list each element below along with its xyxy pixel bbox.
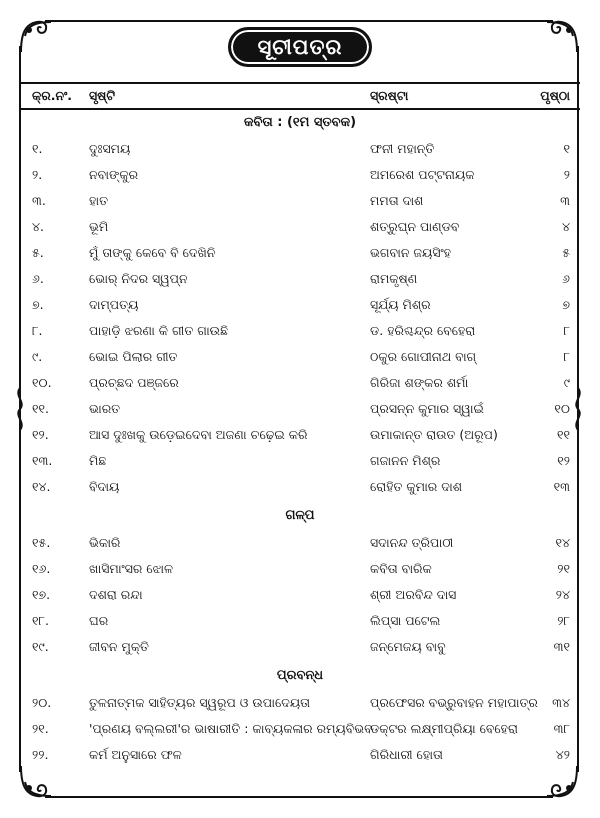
border-top-line — [45, 20, 553, 22]
header-number: କ୍ର.ନଂ. — [32, 88, 73, 103]
table-row: ୧୩. ମିଛ ଗଜାନନ ମିଶ୍ର ୧୨ — [32, 453, 570, 468]
table-row: ୧୫. ଭିକାରି ସଦାନନ୍ଦ ତ୍ରିପାଠୀ ୧୪ — [32, 535, 570, 550]
border-bottom-line — [45, 796, 553, 798]
section-heading-stories: ଗଳ୍ପ — [285, 508, 315, 523]
table-row: ୯. ଭୋଇ ପିଲାର ଗୀତ ଠକୁର ଗୋପୀନାଥ ବାଗ୍ ୮ — [32, 349, 570, 364]
contents-table — [20, 82, 580, 768]
table-row: ୨୧. 'ପ୍ରଣୟ ବଲ୍ଲରୀ'ର ଭାଷାରୀତି : କାବ୍ୟକଳାର ରମ୍ୟବିଭବ ଡକ୍ଟର ଲକ୍ଷ୍ମୀପ୍ରିୟା ବେହେରା ୩୮ — [32, 721, 570, 736]
table-row: ୧୨. ଆସ ଦୁଃଖକୁ ଉଡ଼େଇଦେବା ଅଜଣା ଚଢ଼େଇ କରି ଉମାକାନ୍ତ ରାଉତ (ଅରୂପ) ୧୧ — [32, 427, 570, 442]
corner-ornament-icon — [13, 764, 53, 804]
table-row: ୨୨. କର୍ମ ଅନୁସାରେ ଫଳ ଗିରିଧାରୀ ହୋତା ୪୨ — [32, 747, 570, 762]
table-row: ୧୦. ପ୍ରଚ୍ଛଦ ପଞ୍ଜରେ ଗିରିଜା ଶଙ୍କର ଶର୍ମା ୯ — [32, 375, 570, 390]
table-row: ୧୯. ଜୀବନ ମୁକ୍ତି ଜନ୍ମେଜୟ ବାବୁ ୩୧ — [32, 639, 570, 654]
table-row: ୨. ନବାଙ୍କୁର ଅମରେଶ ପଟ୍ଟନାୟକ ୨ — [32, 167, 570, 182]
page-title: ସୂଚୀପତ୍ର — [257, 34, 343, 59]
corner-ornament-icon — [13, 14, 53, 54]
corner-ornament-icon — [545, 14, 585, 54]
section-heading-poetry: କବିତା : (୧ମ ସ୍ତବକ) — [243, 115, 357, 130]
table-row: ୪. ଭୂମି ଶତ୍ରୁଘ୍ନ ପାଣ୍ଡବ ୪ — [32, 219, 570, 234]
table-row: ୧୬. ଖାସିମାଂସର ଝୋଳ କବିତା ବାରିକ ୨୧ — [32, 561, 570, 576]
table-row: ୫. ମୁଁ ତାଙ୍କୁ କେବେ ବି ଦେଖିନି ଭଗବାନ ଜୟସିଂହ ୫ — [32, 245, 570, 260]
table-row: ୧୭. ଦଶରା ରନ୍ଦା ଶ୍ରୀ ଅରବିନ୍ଦ ଦାସ ୨୪ — [32, 587, 570, 602]
header-page: ପୃଷ୍ଠା — [540, 88, 570, 103]
table-row: ୬. ଭୋର୍ ନିଦର ସ୍ୱପ୍ନ ରାମକୃଷ୍ଣ ୬ — [32, 271, 570, 286]
table-row: ୧୧. ଭାରତ ପ୍ରସନ୍ନ କୁମାର ସ୍ୱାଇଁ ୧୦ — [32, 401, 570, 416]
table-row: ୮. ପାହାଡ଼ି ଝରଣା କି ଗୀତ ଗାଉଛି ଡ. ହରିଶ୍ଚନ୍ଦ୍ର ବେହେରା ୮ — [32, 323, 570, 338]
section-heading-essays: ପ୍ରବନ୍ଧ — [276, 668, 324, 683]
table-header — [20, 82, 580, 110]
table-row: ୭. ଦାମ୍ପତ୍ୟ ସୂର୍ଯ୍ୟ ମିଶ୍ର ୭ — [32, 297, 570, 312]
page-title-badge — [228, 27, 372, 67]
corner-ornament-icon — [545, 764, 585, 804]
table-row: ୩. ହାତ ମମତା ଦାଶ ୩ — [32, 193, 570, 208]
table-row: ୨୦. ତୁଳନାତ୍ମକ ସାହିତ୍ୟର ସ୍ୱରୂପ ଓ ଉପାଦେୟତା ପ୍ରଫେସର ବଭ୍ରୁବାହନ ମହାପାତ୍ର ୩୪ — [32, 695, 570, 710]
header-author: ସ୍ରଷ୍ଟା — [370, 88, 409, 103]
table-row: ୧. ଦୁଃସମୟ ଫନୀ ମହାନ୍ତି ୧ — [32, 141, 570, 156]
header-work: ସୃଷ୍ଟି — [89, 88, 116, 103]
table-row: ୧୪. ବିଦାୟ ରୋହିତ କୁମାର ଦାଶ ୧୩ — [32, 479, 570, 494]
table-row: ୧୮. ଘର ଲିପ୍ସା ପଟେଲ ୨୮ — [32, 613, 570, 628]
